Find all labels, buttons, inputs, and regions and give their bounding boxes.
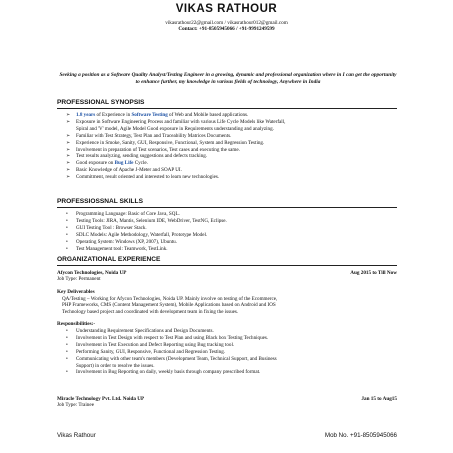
deliverables-text	[62, 296, 402, 315]
bullet-icon: •	[66, 211, 68, 217]
responsibility-item	[66, 342, 396, 349]
bullet-icon: ➢	[66, 118, 71, 125]
synopsis-item	[66, 174, 396, 181]
section-divider	[57, 108, 397, 109]
responsibility-item	[66, 369, 396, 376]
career-objective: Seeking a position as a Software Quality Analyst/Testing Engineer in a growing, dynamic and professional organization where in I can get the opportunity to enhance further, my knowledge in various fields of technology, Anywhere in India	[59, 72, 397, 85]
skill-text: Test Management tool: Teamwork, TestLink.	[76, 245, 168, 252]
bullet-icon: •	[66, 334, 68, 341]
deliverables-line: QA/Testing – Working for Afycon Technologies, Noida UP. Mainly involve on testing of the Ecommerce,	[62, 296, 278, 302]
synopsis-text: of Web and Mobile based applications.	[167, 112, 249, 118]
bullet-icon: ➢	[66, 139, 71, 146]
skills-heading: PROFESSIOSSNAL SKILLS	[57, 198, 143, 205]
responsibility-item	[66, 356, 396, 363]
section-divider	[57, 207, 397, 208]
job2-company: Miracle Technology Pvt. Ltd. Noida UP	[57, 396, 145, 402]
bullet-icon: •	[66, 355, 68, 362]
experience-heading: ORGANIZATIONAL EXPERIENCE	[57, 256, 161, 263]
job1-company: Afycon Technologies, Noida UP	[57, 270, 127, 276]
bullet-icon: ➢	[66, 167, 71, 174]
bullet-icon: ➢	[66, 146, 71, 153]
skill-item	[66, 211, 396, 218]
candidate-name: VIKAS RATHOUR	[175, 3, 278, 15]
responsibility-item	[66, 335, 396, 342]
bullet-icon: •	[66, 369, 68, 376]
synopsis-text: of Experience in	[95, 112, 132, 118]
synopsis-text: Test results analyzing, sending suggestions and defects tracking.	[76, 153, 208, 160]
synopsis-text: Experience in Smoke, Sanity, GUI, Responsive, Functional, System and Regression Testing.	[76, 139, 265, 146]
synopsis-text: Commitment, result oriented and interested to learn new technologies.	[76, 174, 220, 181]
footer	[57, 432, 397, 439]
responsibility-text: Involvement in Test Design with respect to Test Plan and using Black box Testing Techniques.	[76, 334, 269, 341]
bullet-icon: ➢	[66, 153, 71, 160]
synopsis-text: Cycle.	[133, 160, 148, 167]
responsibilities-list	[66, 328, 396, 376]
synopsis-item	[66, 126, 396, 133]
synopsis-heading: PROFESSIONAL SYNOPSIS	[57, 99, 145, 106]
responsibility-text: Support) in order to resolve the issues.	[76, 362, 155, 369]
responsibility-text: Understanding Requirement Specifications and Design Documents.	[76, 328, 214, 334]
job1-dates: Aug 2015 to Till Now	[350, 270, 397, 276]
synopsis-item	[66, 153, 396, 160]
responsibility-text: Performing Sanity, GUI, Responsive, Functional and Regression Testing.	[76, 348, 226, 355]
synopsis-text: Involvement in preparation of Test scenarios, Test cases and executing the same.	[76, 146, 240, 153]
bullet-icon: •	[66, 238, 68, 245]
synopsis-item	[66, 119, 396, 126]
deliverables-line: PHP Frameworks, CMS (Content Management System), Mobile Applications based on Android and IOS	[62, 302, 276, 309]
footer-name: Vikas Rathour	[57, 432, 96, 439]
responsibility-text: Involvement in Test Execution and Defect Reporting using Bug tracking tool.	[76, 341, 235, 348]
deliverables-line: Technology based project and coordinated with development team in fixing the issues.	[62, 308, 239, 315]
skill-item	[66, 239, 396, 246]
responsibility-text: Involvement in Bug Reporting on daily, weekly basis through company prescribed format.	[76, 369, 261, 376]
bullet-icon: •	[66, 224, 68, 231]
synopsis-item	[66, 140, 396, 147]
synopsis-item	[66, 112, 396, 119]
skill-text: Testing Tools: JIRA, Mantis, Selenium IDE, WebDriver, TestNG, Eclipse.	[76, 217, 227, 224]
skill-text: Operating System: Windows (XP, 2007), Ubuntu.	[76, 238, 178, 245]
responsibility-text: Communicating with other team's members (Development Team, Technical Support, and Business	[76, 355, 277, 362]
skill-text: Programming Language: Basic of Core Java, SQL.	[76, 211, 180, 217]
synopsis-text: Familiar with Test Strategy, Test Plan and Traceability Matrices Documents.	[76, 132, 232, 139]
job2-dates: Jan 15 to Aug15	[361, 396, 397, 402]
bullet-icon: ➢	[66, 132, 71, 139]
bullet-icon: •	[66, 328, 68, 334]
deliverables-title-text: Key Deliverables	[57, 289, 95, 295]
responsibilities-title-text: Responsibilities:-	[57, 321, 96, 327]
bullet-icon: •	[66, 341, 68, 348]
skill-item	[66, 232, 396, 239]
footer-mobile: Mob No. +91-8505945066	[324, 432, 397, 439]
synopsis-text: Basic Knowledge of Apache J-Meter and SOAP UI.	[76, 167, 182, 174]
skill-text: SDLC Models: Agile Methodology, Waterfall, Prototype Model.	[76, 231, 208, 238]
bullet-icon: •	[66, 348, 68, 355]
synopsis-item	[66, 167, 396, 174]
responsibility-item	[66, 349, 396, 356]
bullet-icon: •	[66, 245, 68, 252]
contact-line: Contact: +91-8505945066 / +91-9991249599	[178, 26, 275, 32]
section-divider	[57, 265, 397, 266]
job1-type-text: Job Type: Permanent	[57, 276, 101, 282]
bullet-icon: •	[66, 217, 68, 224]
skill-item	[66, 218, 396, 225]
synopsis-text: Good exposure on	[76, 160, 115, 167]
skill-item	[66, 246, 396, 253]
synopsis-list	[66, 112, 396, 181]
skills-list	[66, 211, 396, 252]
bullet-icon: ➢	[66, 174, 71, 181]
skill-item	[66, 225, 396, 232]
synopsis-text: Exposure in Software Engineering Process and familiar with various Life Cycle Models like Waterfall,	[76, 118, 286, 125]
job2-type-text: Job Type: Trainee	[57, 402, 95, 408]
synopsis-highlight: Bug Life	[114, 160, 134, 167]
bullet-icon: ➢	[66, 160, 71, 167]
synopsis-text: Spiral and 'V' model, Agile Model Good exposure in Requirements understanding and analyzing.	[76, 125, 274, 132]
bullet-icon: •	[66, 231, 68, 238]
email-line: vikasrathour22@gmail.com / vikasrathour012@gmail.com	[165, 20, 288, 26]
synopsis-highlight: Software Testing	[131, 112, 168, 118]
synopsis-item	[66, 133, 396, 140]
skill-text: GUI Testing Tool : Browser Stack.	[76, 224, 147, 231]
synopsis-highlight: 1.8 years	[76, 112, 96, 118]
responsibility-item	[66, 328, 396, 335]
bullet-icon: ➢	[66, 112, 71, 118]
